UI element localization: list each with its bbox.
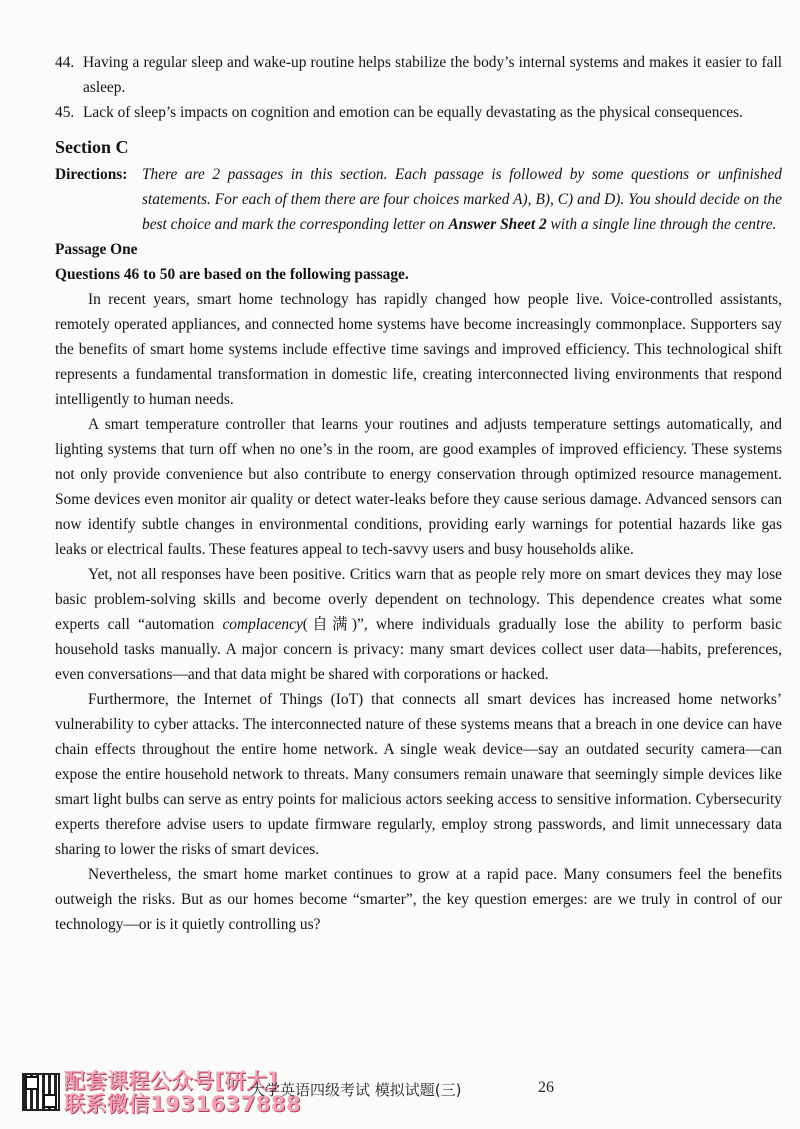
qr-code-icon xyxy=(22,1073,60,1111)
directions-text-part: There are 2 passages in this section. Each passage is followed by some questions or unfinished statements. For each of them there are four choices marked A), B), C) and D). You should decide on the best choice and mark the corresponding letter on xyxy=(142,166,782,233)
questions-instruction: Questions 46 to 50 are based on the following passage. xyxy=(55,266,409,283)
passage-paragraph-2: A smart temperature controller that learns your routines and adjusts temperature settings automatically, and lighting systems that turn off when no one’s in the room, are good examples of improved efficiency. These systems not only provide convenience but also contribute to energy conservation through optimized resource management. Some devices even monitor air quality or detect water-leaks before they cause serious damage. Advanced sensors can now identify subtle changes in environmental conditions, providing early warnings for potential hazards like gas leaks or electrical faults. These features appeal to tech-savvy users and busy households alike. xyxy=(55,416,782,558)
paragraph-text-part: ”, where individuals gradually lose the ability to perform basic household tasks manually. A major concern is privacy: many smart devices collect user data—habits, preferences, even conversations—and that data might be shared with corporations or hacked. xyxy=(55,616,782,683)
question-number: 44. xyxy=(55,54,75,71)
chinese-gloss: (自满) xyxy=(302,616,357,633)
question-item-45 xyxy=(55,100,782,125)
page-content xyxy=(55,50,782,937)
directions-text-part: with a single line through the centre. xyxy=(546,216,777,233)
question-number: 45. xyxy=(55,104,75,121)
page-number: 26 xyxy=(538,1079,554,1096)
passage-paragraph-5: Nevertheless, the smart home market continues to grow at a rapid pace. Many consumers feel the benefits outweigh the risks. But as our homes become “smarter”, the key question emerges: are we truly in control of our technology—or is it quietly controlling us? xyxy=(55,866,782,933)
watermark-line-1: 配套课程公众号[研大] xyxy=(64,1069,278,1093)
section-title: Section C xyxy=(55,137,129,157)
passage-label: Passage One xyxy=(55,241,138,258)
question-item-44 xyxy=(55,50,782,100)
directions-block xyxy=(55,162,782,237)
glossed-word: complacency xyxy=(222,616,303,633)
running-title: 大学英语四级考试 模拟试题(三) xyxy=(250,1081,462,1099)
question-text: Lack of sleep’s impacts on cognition and emotion can be equally devastating as the physical consequences. xyxy=(83,104,743,121)
watermark-line-2: 联系微信1931637888 xyxy=(64,1092,302,1116)
question-text: Having a regular sleep and wake-up routine helps stabilize the body’s internal systems and makes it easier to fall asleep. xyxy=(83,54,782,96)
directions-label: Directions: xyxy=(55,166,128,183)
passage-paragraph-3 xyxy=(55,562,782,687)
passage-paragraph-1: In recent years, smart home technology has rapidly changed how people live. Voice-controlled assistants, remotely operated appliances, and connected home systems have become increasingly commonplace. Supporters say the benefits of smart home systems include effective time savings and improved efficiency. This technological shift represents a fundamental transformation in domestic life, creating interconnected living environments that respond intelligently to human needs. xyxy=(55,291,782,408)
answer-sheet-emphasis: Answer Sheet 2 xyxy=(448,216,547,233)
directions-text xyxy=(142,162,782,237)
paragraph-text-part: Yet, not all responses have been positive. Critics warn that as people rely more on smart devices they may lose basic problem-solving skills and become overly dependent on technology. This dependence creates what some experts call “automation xyxy=(55,566,782,633)
passage-paragraph-4: Furthermore, the Internet of Things (IoT) that connects all smart devices has increased home networks’ vulnerability to cyber attacks. The interconnected nature of these systems means that a breach in one device can have chain effects throughout the entire home network. A single weak device—say an outdated security camera—can expose the entire household network to threats. Many consumers remain unaware that seemingly simple devices like smart light bulbs can serve as entry points for malicious actors seeking access to sensitive information. Cybersecurity experts therefore advise users to update firmware regularly, employ strong passwords, and limit unnecessary data sharing to lower the risks of smart devices. xyxy=(55,691,782,858)
